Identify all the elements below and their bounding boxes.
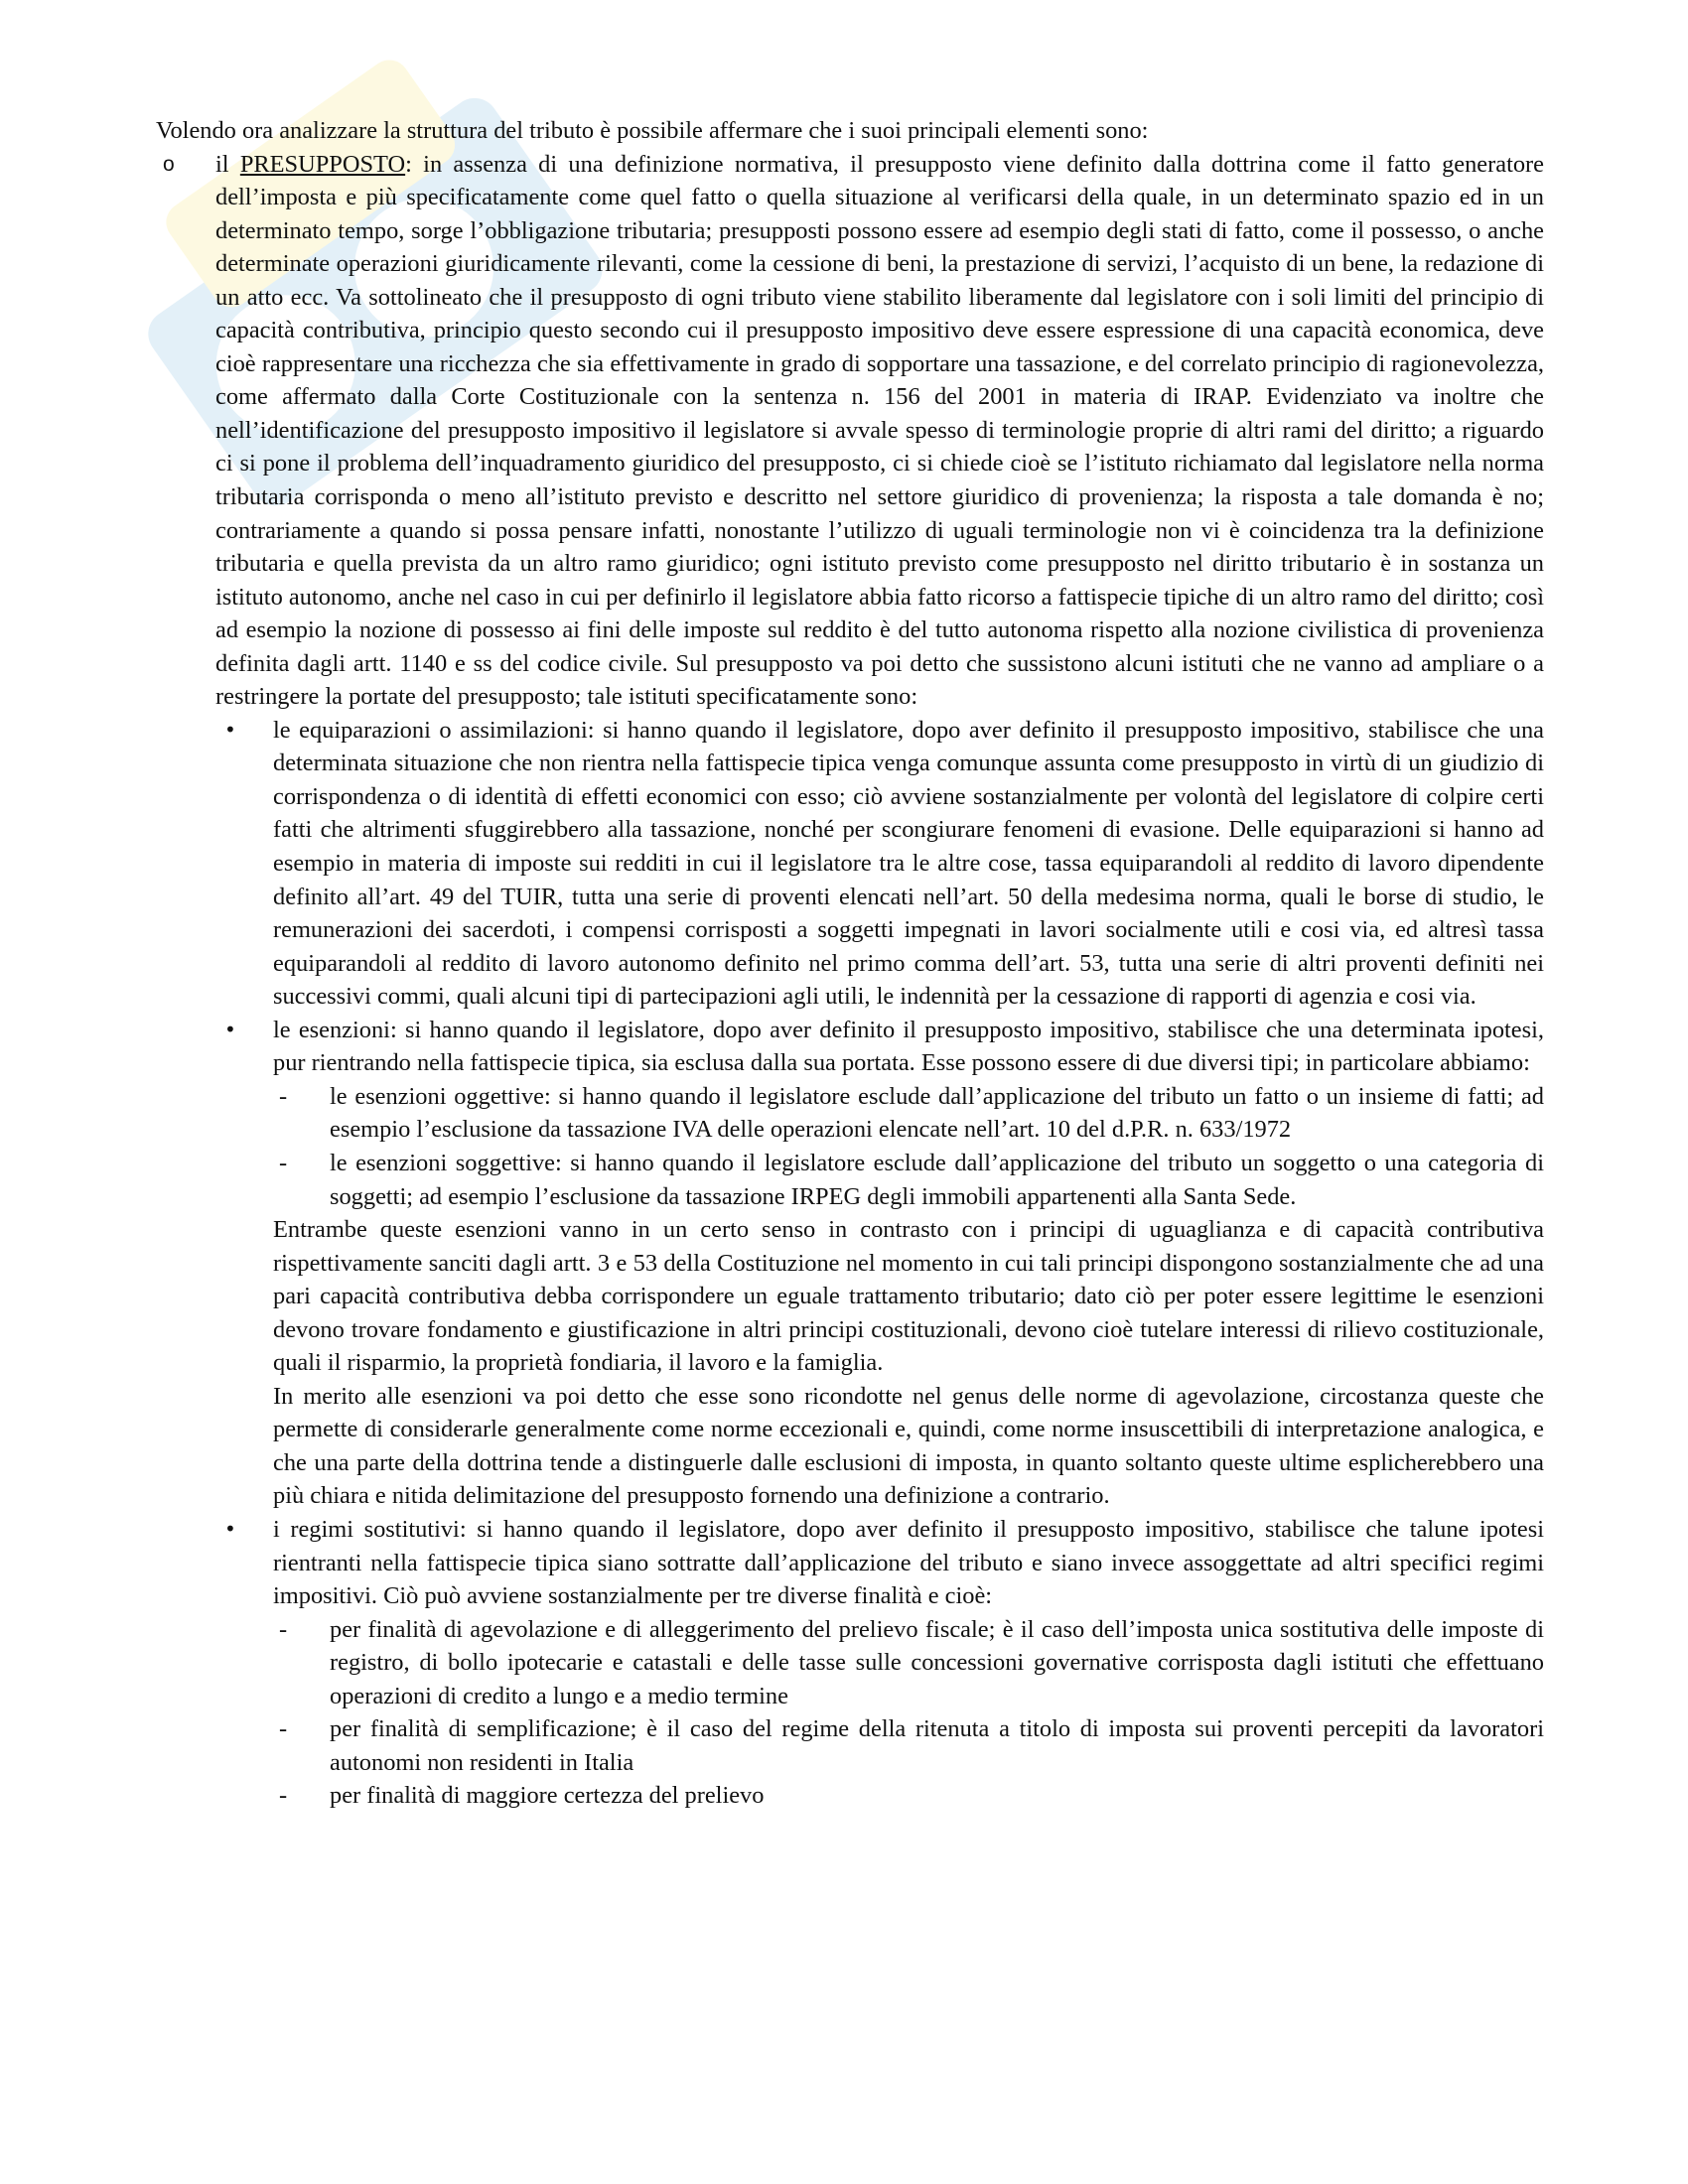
dash-marker: -: [279, 1782, 288, 1810]
item-prefix: il: [215, 150, 240, 178]
bullet-marker: •: [224, 1017, 236, 1041]
sub-item-text: le esenzioni soggettive: si hanno quando il legislatore esclude dall’applicazione del tributo un soggetto o una categoria di soggetti; ad esempio l’esclusione da tassazione IRPEG degli immobili appartenenti alla Santa Sede.: [330, 1149, 1544, 1210]
bullet-regimi-sostitutivi: [156, 1513, 1544, 1613]
dash-marker: -: [279, 1615, 288, 1643]
document-page: [156, 114, 1544, 1813]
dash-marker: -: [279, 1715, 288, 1743]
esenzioni-paragraph: Entrambe queste esenzioni vanno in un certo senso in contrasto con i principi di uguaglianza e di capacità contributiva rispettivamente sanciti dagli artt. 3 e 53 della Costituzione nel momento in cui tali principi dispongono sostanzialmente che ad una pari capacità contributiva debba corrispondere un eguale trattamento tributario; dato ciò per poter essere legittime le esenzioni devono trovare fondamento e giustificazione in altri principi costituzionali, devono cioè tutelare interessi di rilievo costituzionale, quali il risparmio, la proprietà fondiaria, il lavoro e la famiglia.: [273, 1216, 1544, 1377]
item-text: : in assenza di una definizione normativa, il presupposto viene definito dalla dottrina come il fatto generatore dell’imposta e più specificatamente come quel fatto o quella situazione al verificarsi della quale, in un determinato spazio ed in un determinato tempo, sorge l’obbligazione tributaria; presupposti possono essere ad esempio degli stati di fatto, come il possesso, o anche determinate operazioni giuridicamente rilevanti, come la cessione di beni, la prestazione di servizi, l’acquisto di un bene, la redazione di un atto ecc. Va sottolineato che il presupposto di ogni tributo viene stabilito liberamente dal legislatore con i soli limiti del principio di capacità contributiva, principio questo secondo cui il presupposto impositivo deve essere espressione di una capacità economica, deve cioè rappresentare una ricchezza che sia effettivamente in grado di sopportare una tassazione, e del correlato principio di ragionevolezza, come affermato dalla Corte Costituzionale con la sentenza n. 156 del 2001 in materia di IRAP. Evidenziato va inoltre che nell’identificazione del presupposto impositivo il legislatore si avvale spesso di terminologie proprie di altri rami del diritto; a riguardo ci si pone il problema dell’inquadramento giuridico del presupposto, ci si chiede cioè se l’istituto richiamato dal legislatore nella norma tributaria corrisponda o meno all’istituto previsto e descritto nel settore giuridico di provenienza; la risposta a tale domanda è no; contrariamente a quando si possa pensare infatti, nonostante l’utilizzo di uguali terminologie non vi è coincidenza tra la definizione tributaria e quella prevista da un altro ramo giuridico; ogni istituto previsto come presupposto nel diritto tributario è in sostanza un istituto autonomo, anche nel caso in cui per definirlo il legislatore abbia fatto ricorso a fattispecie tipiche di un altro ramo del diritto; così ad esempio la nozione di possesso ai fini delle imposte sul reddito è del tutto autonoma rispetto alla nozione civilistica di provenienza definita dagli artt. 1140 e ss del codice civile. Sul presupposto va poi detto che sussistono alcuni istituti che ne vanno ad ampliare o a restringere la portate del presupposto; tale istituti specificatamente sono:: [215, 150, 1544, 711]
bullet-marker: •: [224, 1516, 236, 1541]
bullet-equiparazioni: [156, 714, 1544, 1014]
sub-item-esenzioni-soggettive: [156, 1147, 1544, 1213]
sub-item-agevolazione: [156, 1613, 1544, 1713]
bullet-text: le esenzioni: si hanno quando il legislatore, dopo aver definito il presupposto impositivo, stabilisce che una determinata ipotesi, pur rientrando nella fattispecie tipica, sia esclusa dalla sua portata. Esse possono essere di due diversi tipi; in particolare abbiamo:: [273, 1016, 1544, 1077]
dash-marker: -: [279, 1149, 288, 1176]
sub-item-certezza: [156, 1779, 1544, 1813]
sub-item-text: per finalità di maggiore certezza del prelievo: [330, 1782, 765, 1810]
bullet-marker: •: [224, 717, 236, 742]
sub-item-semplificazione: [156, 1712, 1544, 1779]
bullet-text: le equiparazioni o assimilazioni: si hanno quando il legislatore, dopo aver definito il presupposto impositivo, stabilisce che una determinata situazione che non rientra nella fattispecie tipica venga comunque assunta come presupposto in virtù di un giudizio di corrispondenza o di identità di effetti economici con esso; ciò avviene sostanzialmente per volontà del legislatore di colpire certi fatti che altrimenti sfuggirebbero alla tassazione, nonché per scongiurare fenomeni di evasione. Delle equiparazioni si hanno ad esempio in materia di imposte sui redditi in cui il legislatore tra le altre cose, tassa equiparandoli al reddito di lavoro dipendente definito all’art. 49 del TUIR, tutta una serie di proventi elencati nell’art. 50 della medesima norma, quali le borse di studio, le remunerazioni dei sacerdoti, i compensi corrisposti a soggetti impegnati in lavori socialmente utili e cosi via, ed altresì tassa equiparandoli al reddito di lavoro autonomo definito nel primo comma dell’art. 53, tutta una serie di altri proventi definiti nei successivi commi, quali alcuni tipi di partecipazioni agli utili, le indennità per la cessazione di rapporti di agenzia e cosi via.: [273, 716, 1544, 1011]
sub-item-text: per finalità di agevolazione e di alleggerimento del prelievo fiscale; è il caso dell’imposta unica sostitutiva delle imposte di registro, di bollo ipotecarie e catastali e delle tasse sulle concessioni governative corrisposta dagli istituti che effettuano operazioni di credito a lungo e a medio termine: [330, 1615, 1544, 1709]
esenzioni-paragraph: In merito alle esenzioni va poi detto che esse sono ricondotte nel genus delle norme di agevolazione, circostanza queste che permette di considerarle generalmente come norme eccezionali e, quindi, come norme insuscettibili di interpretazione analogica, e che una parte della dottrina tende a distinguerle dalle esclusioni di imposta, in quanto soltanto queste ultime esplicherebbero una più chiara e nitida delimitazione del presupposto fornendo una definizione a contrario.: [273, 1382, 1544, 1510]
sub-item-esenzioni-oggettive: [156, 1080, 1544, 1147]
sub-item-text: per finalità di semplificazione; è il caso del regime della ritenuta a titolo di imposta sui proventi percepiti da lavoratori autonomi non residenti in Italia: [330, 1715, 1544, 1776]
term-presupposto: PRESUPPOSTO: [239, 150, 406, 178]
sub-item-text: le esenzioni oggettive: si hanno quando il legislatore esclude dall’applicazione del tributo un fatto o un insieme di fatti; ad esempio l’esclusione da tassazione IVA delle operazioni elencate nell’art. 10 del d.P.R. n. 633/1972: [330, 1082, 1544, 1144]
bullet-esenzioni: [156, 1014, 1544, 1080]
list-item-presupposto: [156, 148, 1544, 714]
dash-marker: -: [279, 1082, 288, 1110]
intro-paragraph: Volendo ora analizzare la struttura del tributo è possibile affermare che i suoi principali elementi sono:: [156, 117, 1149, 144]
list-marker: o: [163, 152, 175, 176]
bullet-text: i regimi sostitutivi: si hanno quando il legislatore, dopo aver definito il presupposto impositivo, stabilisce che talune ipotesi rientranti nella fattispecie tipica siano sottratte dall’applicazione del tributo e siano invece assoggettate ad altri specifici regimi impositivi. Ciò può avviene sostanzialmente per tre diverse finalità e cioè:: [273, 1515, 1544, 1610]
